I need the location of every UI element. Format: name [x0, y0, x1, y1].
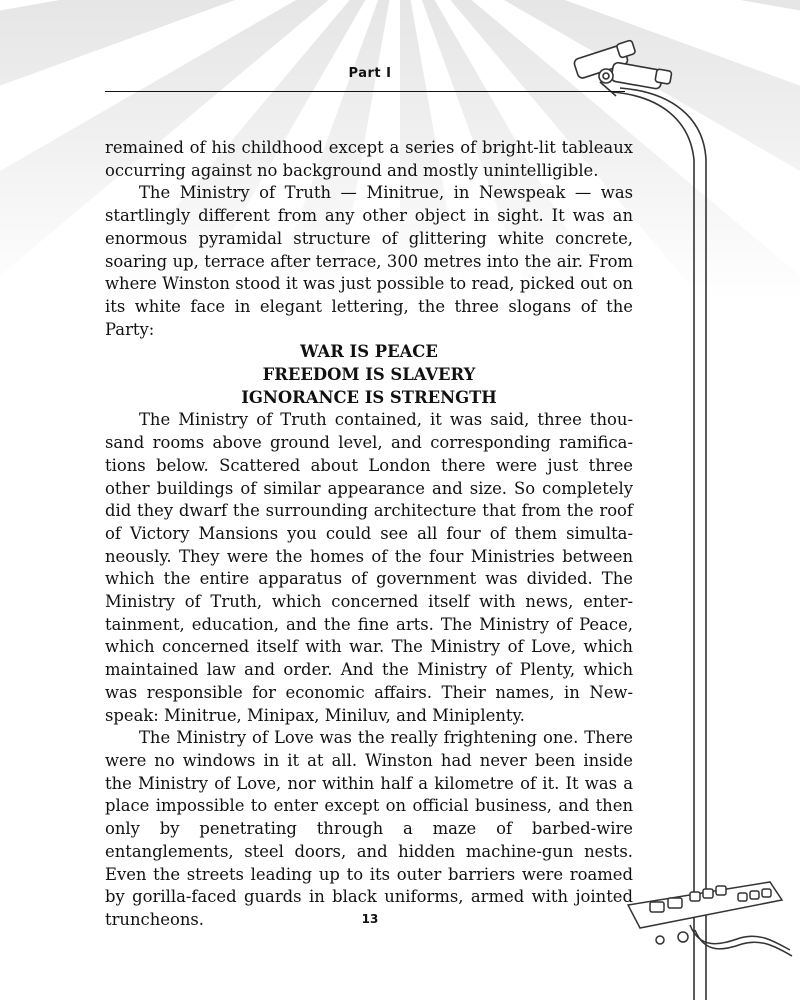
paragraph: The Ministry of Truth contained, it was said, three thousand rooms above ground level, and corresponding ramifications below. Scattered about London there were just three other buildings of similar appearance and size. So completely did they dwarf the surrounding architecture that from the roof of Victory Mansions you could see all four of them simultaneously. They were the homes of the four Ministries between which the entire apparatus of government was divided. The Ministry of Truth, which concerned itself with news, entertainment, education, and the fine arts. The Ministry of Peace, which concerned itself with war. The Ministry of Love, which maintained law and order. And the Ministry of Plenty, which was responsible for economic affairs. Their names, in Newspeak: Minitrue, Minipax, Miniluv, and Miniplenty.	[105, 410, 633, 725]
part-label: Part I	[348, 66, 392, 81]
header-rule	[105, 91, 625, 92]
paragraph: remained of his childhood except a series of bright-lit tableaux occurring against no background and mostly unintelligible.	[105, 138, 633, 180]
camera-icon	[573, 40, 672, 89]
control-panel-icon	[628, 882, 792, 956]
slogan: WAR IS PEACE	[300, 342, 438, 362]
party-slogans	[105, 341, 633, 409]
paragraph: The Ministry of Truth — Minitrue, in Newspeak — was startlingly different from any other object in sight. It was an enormous pyramidal structure of glittering white concrete, soaring up, terrace after terrace, 300 metres into the air. From where Winston stood it was just possible to read, picked out on its white face in elegant lettering, the three slogans of the Party:	[105, 183, 633, 339]
page-number: 13	[361, 912, 379, 926]
slogan: FREEDOM IS SLAVERY	[262, 365, 476, 385]
slogan: IGNORANCE IS STRENGTH	[241, 387, 497, 407]
paragraph: The Ministry of Love was the really frightening one. There were no windows in it at all. Winston had never been inside the Ministry of Love, nor within half a kilometre of it. It was a place impossible to enter except on official business, and then only by penetrating through a maze of barbed-wire entanglements, steel doors, and hidden machine-gun nests. Even the streets leading up to its outer barriers were roamed by gorilla-faced guards in black uniforms, armed with jointed truncheons.	[105, 728, 633, 929]
body-text	[105, 137, 633, 932]
